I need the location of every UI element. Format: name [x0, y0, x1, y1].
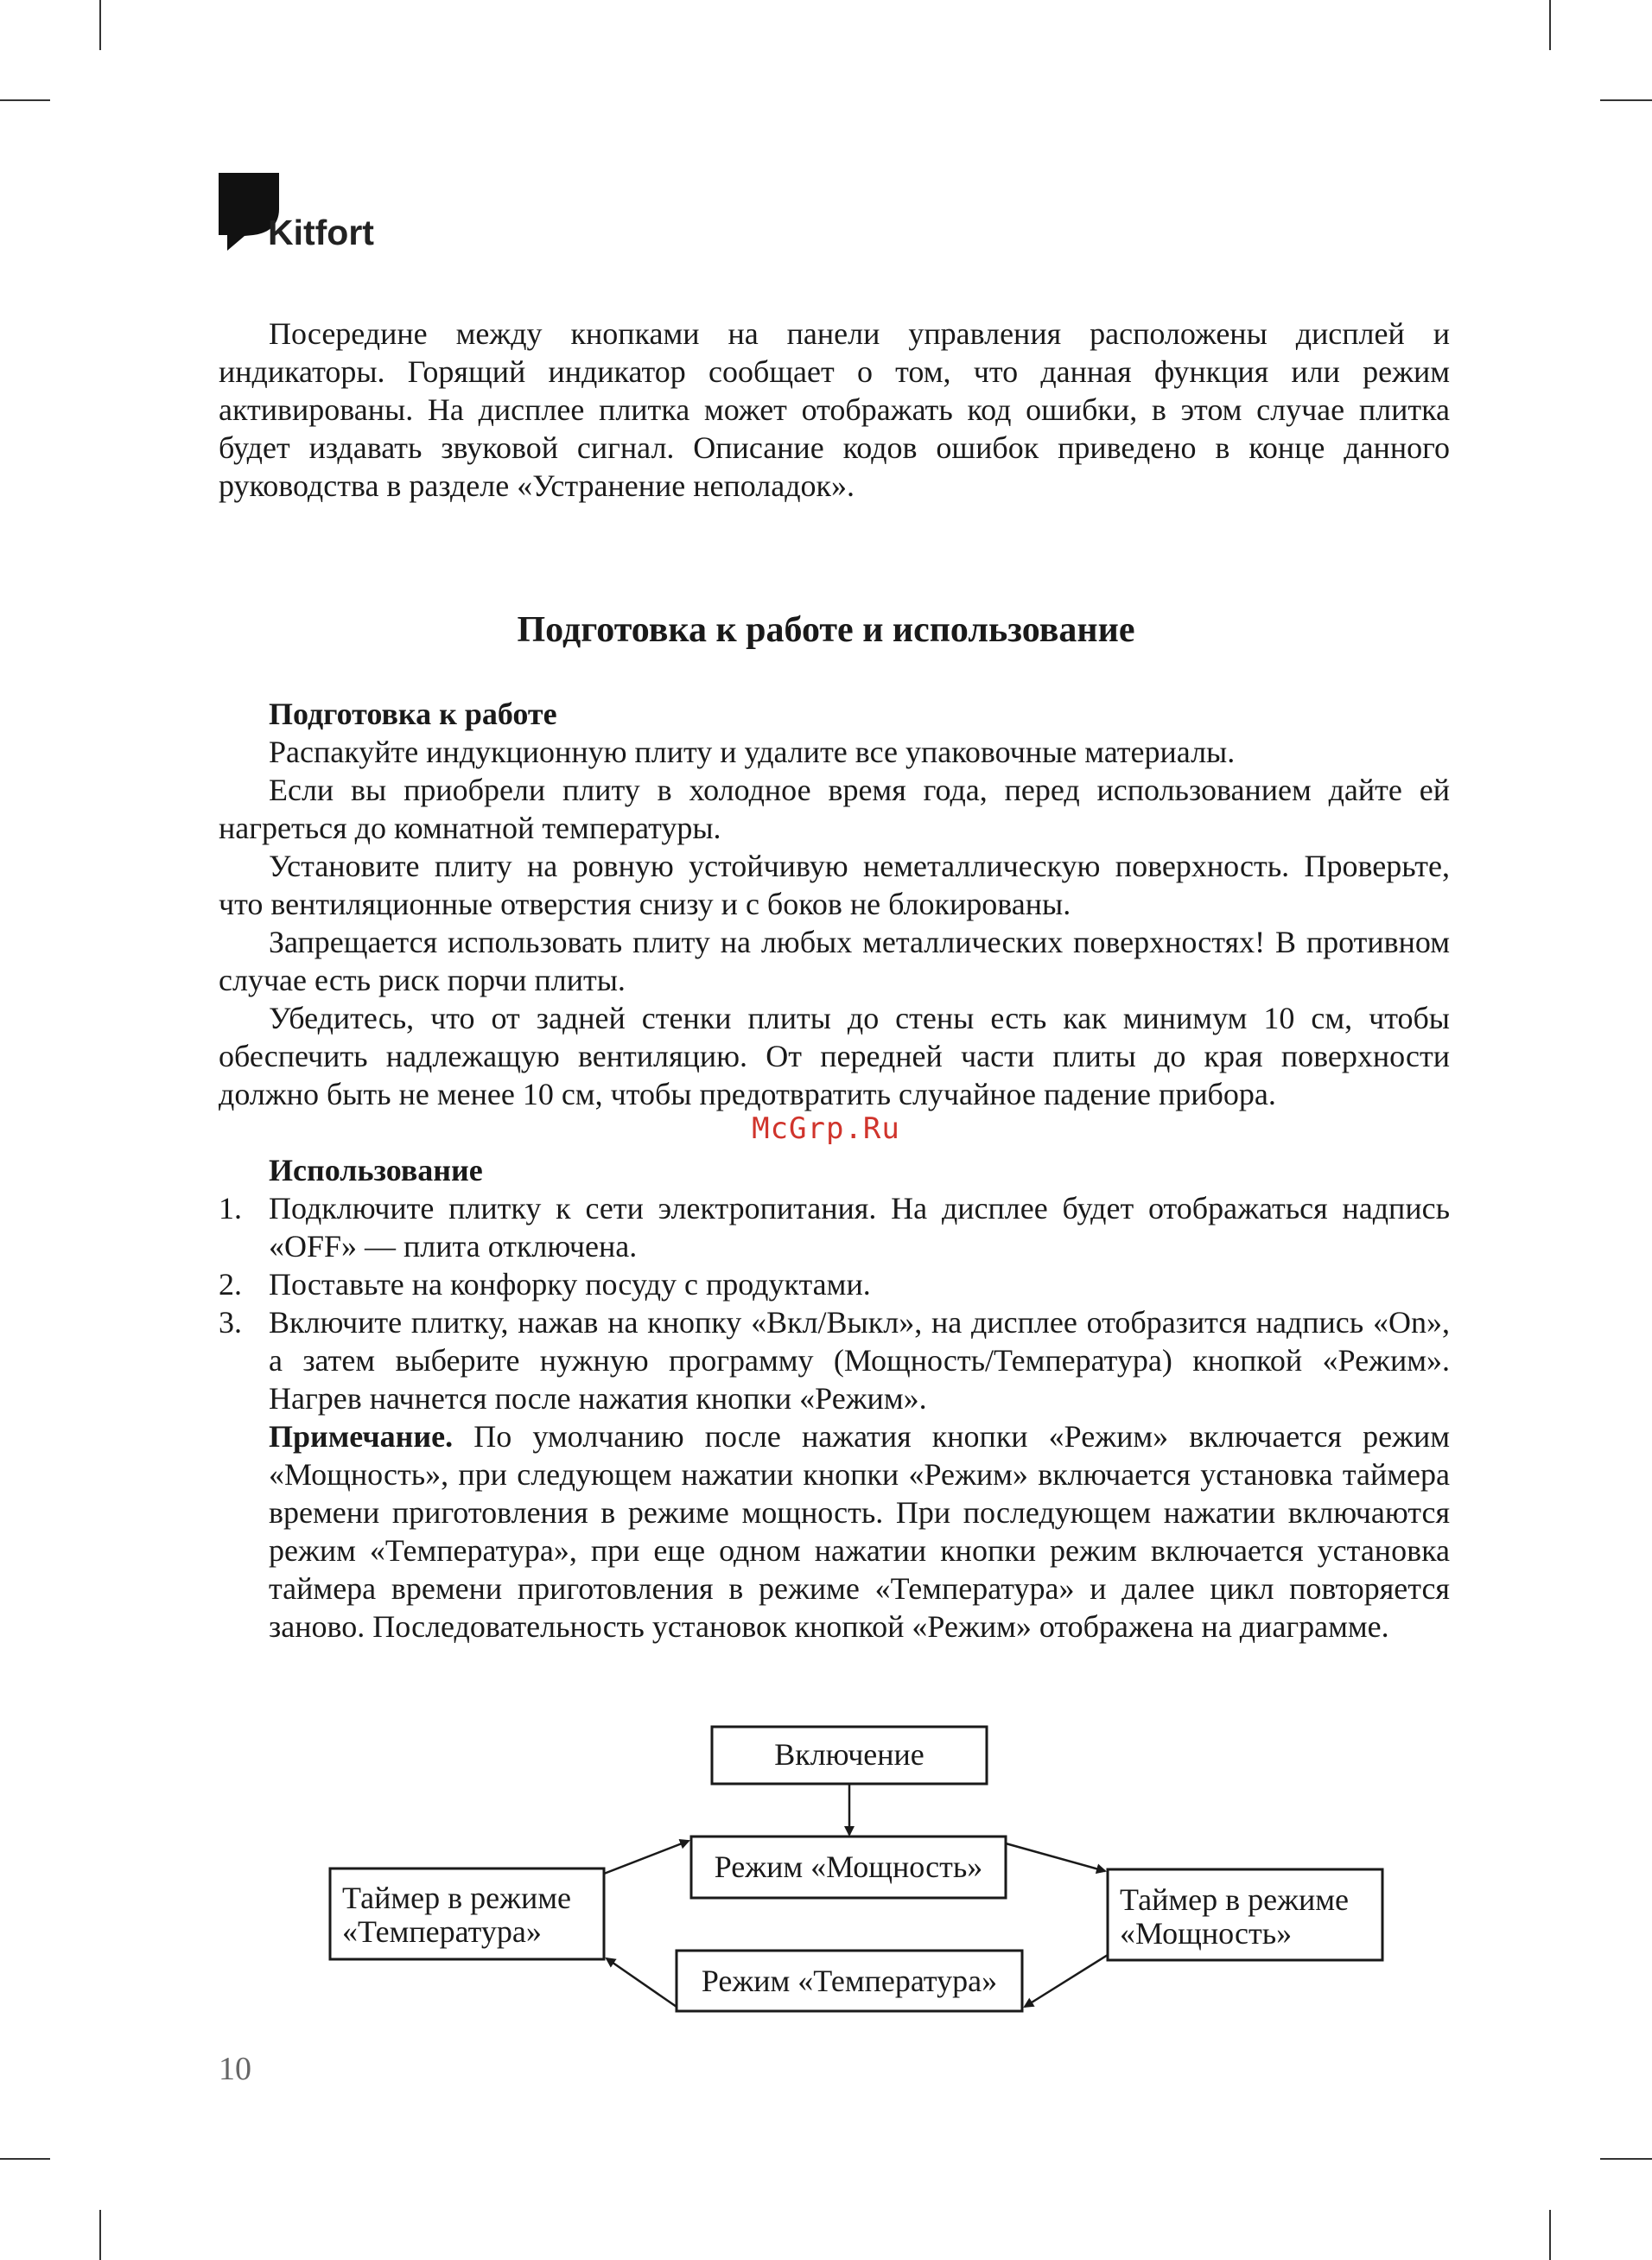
box-power-on-label: Включение	[774, 1737, 924, 1772]
preparation-paragraph: Убедитесь, что от задней стенки плиты до стены есть как минимум 10 см, чтобы обеспечить надлежащую вентиляцию. От передней части плиты до края поверхности должно быть не менее 10 см, чтобы предотвратить случайное падение прибора.	[219, 1001, 1450, 1111]
box-mode-temp-label: Режим «Температура»	[701, 1964, 998, 1998]
note-text: По умолчанию после нажатия кнопки «Режим» включается режим «Мощность», при следующем нажатии кнопки «Режим» включается установка таймера времени приготовления в режиме мощность. При последующем нажатии включаются режим «Температура», при еще одном нажатии кнопки режим включается установка таймера времени приготовления в режиме «Температура» и далее цикл повторяется заново. Последовательность установок кнопкой «Режим» отображена на диаграмме.	[269, 1419, 1450, 1644]
step-number: 1.	[219, 1191, 242, 1225]
note-label: Примечание.	[269, 1419, 454, 1454]
arrow-power-to-timer	[1006, 1843, 1105, 1871]
preparation-paragraph: Запрещается использовать плиту на любых металлических поверхностях! В противном случае есть риск порчи плиты.	[219, 925, 1450, 997]
box-mode-power-label: Режим «Мощность»	[714, 1849, 983, 1884]
box-timer-power-label-1: Таймер в режиме	[1120, 1882, 1349, 1917]
page-number: 10	[219, 2051, 251, 2087]
usage-heading: Использование	[269, 1153, 483, 1187]
step-number: 3.	[219, 1305, 242, 1340]
box-timer-temp-label-1: Таймер в режиме	[342, 1881, 571, 1915]
step-number: 2.	[219, 1267, 242, 1302]
box-timer-power-label-2: «Мощность»	[1120, 1916, 1293, 1951]
step-text: Подключите плитку к сети электропитания. На дисплее будет отображаться надпись «OFF» — плита отключена.	[269, 1191, 1450, 1264]
watermark-link[interactable]: McGrp.Ru	[752, 1111, 900, 1146]
preparation-heading: Подготовка к работе	[269, 697, 557, 731]
intro-paragraph: Посередине между кнопками на панели управления расположены дисплей и индикаторы. Горящий индикатор сообщает о том, что данная функция или режим активированы. На дисплее плитка может отображать код ошибки, в этом случае плитка будет издавать звуковой сигнал. Описание кодов ошибок приведено в конце данного руководства в разделе «Устранение неполадок».	[219, 316, 1450, 503]
preparation-paragraph: Установите плиту на ровную устойчивую неметаллическую поверхность. Проверьте, что вентиляционные отверстия снизу и с боков не блокированы.	[219, 849, 1450, 921]
section-title: Подготовка к работе и использование	[517, 610, 1135, 650]
box-timer-temp-label-2: «Температура»	[342, 1914, 542, 1949]
preparation-paragraph: Если вы приобрели плиту в холодное время года, перед использованием дайте ей нагреться до комнатной температуры.	[219, 773, 1450, 845]
arrow-timer-to-temp	[1025, 1955, 1108, 2007]
step-text: Включите плитку, нажав на кнопку «Вкл/Выкл», на дисплее отобразится надпись «On», а затем выберите нужную программу (Мощность/Температура) кнопкой «Режим». Нагрев начнется после нажатия кнопки «Режим».	[269, 1305, 1450, 1416]
arrow-timer-to-power	[604, 1841, 689, 1874]
brand-name: Kitfort	[268, 213, 374, 252]
step-text: Поставьте на конфорку посуду с продуктами.	[269, 1267, 871, 1302]
preparation-paragraph: Распакуйте индукционную плиту и удалите все упаковочные материалы.	[269, 735, 1236, 769]
arrow-temp-to-timer	[607, 1958, 677, 2007]
